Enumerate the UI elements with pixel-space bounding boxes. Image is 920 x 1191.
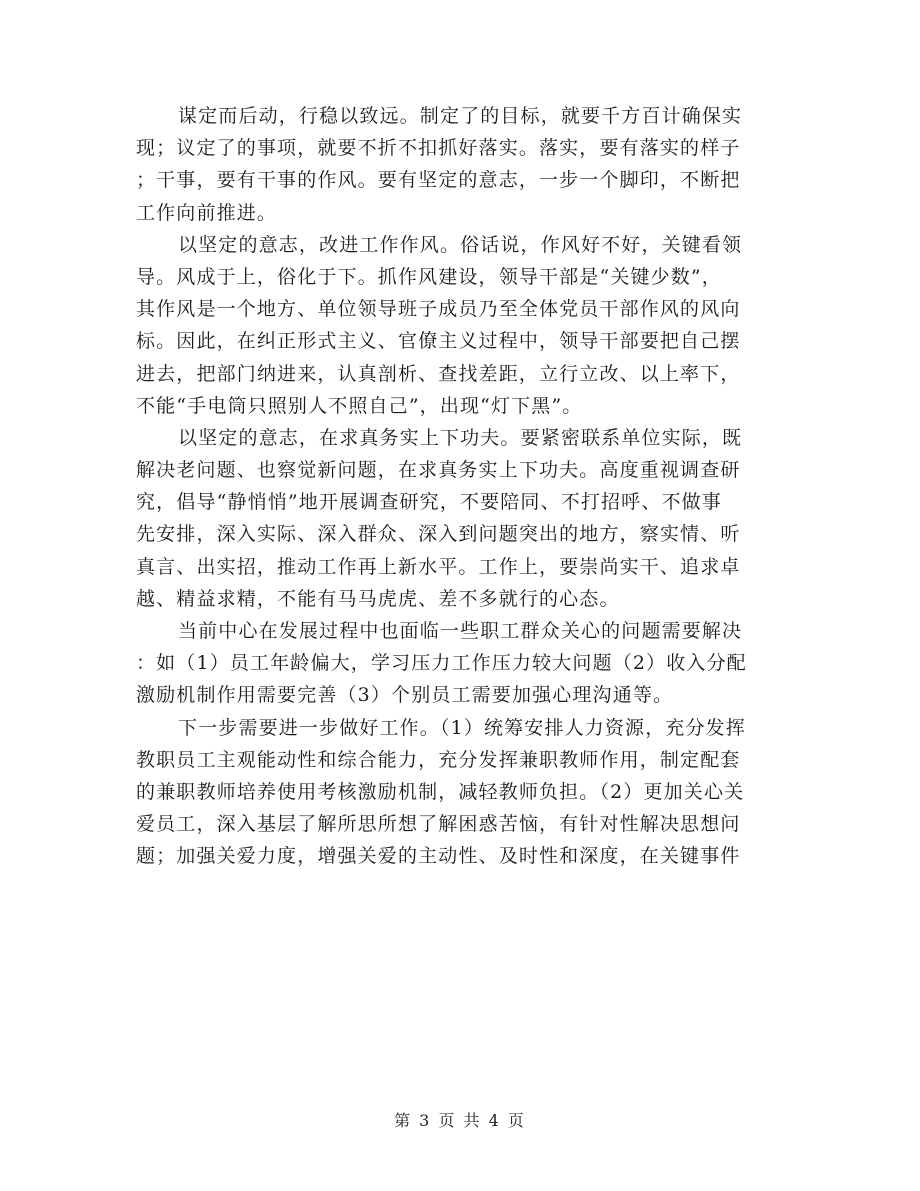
paragraph-1 [136, 100, 781, 229]
paragraph-line: ；干事，要有干事的作风。要有坚定的意志，一步一个脚印，不断把 [136, 169, 741, 192]
paragraph-line: 真言、出实招，推动工作再上新水平。工作上，要崇尚实干、追求卓 [136, 555, 741, 578]
paragraph-line: 激励机制作用需要完善（3）个别员工需要加强心理沟通等。 [136, 684, 674, 707]
paragraph-line: 标。因此，在纠正形式主义、官僚主义过程中，领导干部要把自己摆 [136, 330, 741, 353]
paragraph-line: 教职员工主观能动性和综合能力，充分发挥兼职教师作用，制定配套 [136, 748, 741, 771]
paragraph-line: 究，倡导“静悄悄”地开展调查研究，不要陪同、不打招呼、不做事 [136, 491, 722, 514]
paragraph-line: 现；议定了的事项，就要不折不扣抓好落实。落实，要有落实的样子 [136, 137, 741, 160]
paragraph-line: 题；加强关爱力度，增强关爱的主动性、及时性和深度，在关键事件 [136, 845, 741, 868]
paragraph-line: 其作风是一个地方、单位领导班子成员乃至全体党员干部作风的风向 [136, 298, 741, 321]
paragraph-line: 解决老问题、也察觉新问题，在求真务实上下功夫。高度重视调查研 [136, 459, 741, 482]
paragraph-line: 当前中心在发展过程中也面临一些职工群众关心的问题需要解决 [178, 620, 743, 642]
paragraph-line: 谋定而后动，行稳以致远。制定了的目标，就要千方百计确保实 [178, 105, 743, 127]
paragraph-line: 工作向前推进。 [136, 201, 278, 224]
paragraph-line: 不能“手电筒只照别人不照自己”，出现“灯下黑”。 [136, 394, 583, 417]
paragraph-line: 越、精益求精，不能有马马虎虎、差不多就行的心态。 [136, 587, 620, 610]
paragraph-line: 以坚定的意志，在求真务实上下功夫。要紧密联系单位实际，既 [178, 426, 743, 449]
page-number-footer: 第 3 页 共 4 页 [394, 1111, 526, 1130]
paragraph-4 [136, 615, 781, 712]
document-body [136, 100, 781, 873]
paragraph-line: 以坚定的意志，改进工作作风。俗话说，作风好不好，关键看领 [178, 233, 743, 256]
paragraph-line: 先安排，深入实际、深入群众、深入到问题突出的地方，察实情、听 [136, 523, 741, 546]
paragraph-5 [136, 712, 781, 873]
paragraph-line: 爱员工，深入基层了解所思所想了解困惑苦恼，有针对性解决思想问 [136, 813, 741, 836]
paragraph-line: 导。风成于上，俗化于下。抓作风建设，领导干部是“关键少数”， [136, 265, 722, 288]
paragraph-2 [136, 229, 781, 422]
paragraph-3 [136, 422, 781, 615]
paragraph-line: 的兼职教师培养使用考核激励机制，减轻教师负担。（2）更加关心关 [136, 780, 745, 803]
paragraph-line: 进去，把部门纳进来，认真剖析、查找差距，立行立改、以上率下， [136, 362, 741, 385]
paragraph-line: ：如（1）员工年龄偏大，学习压力工作压力较大问题（2）收入分配 [136, 652, 747, 675]
paragraph-line: 下一步需要进一步做好工作。（1）统筹安排人力资源，充分发挥 [178, 716, 746, 739]
